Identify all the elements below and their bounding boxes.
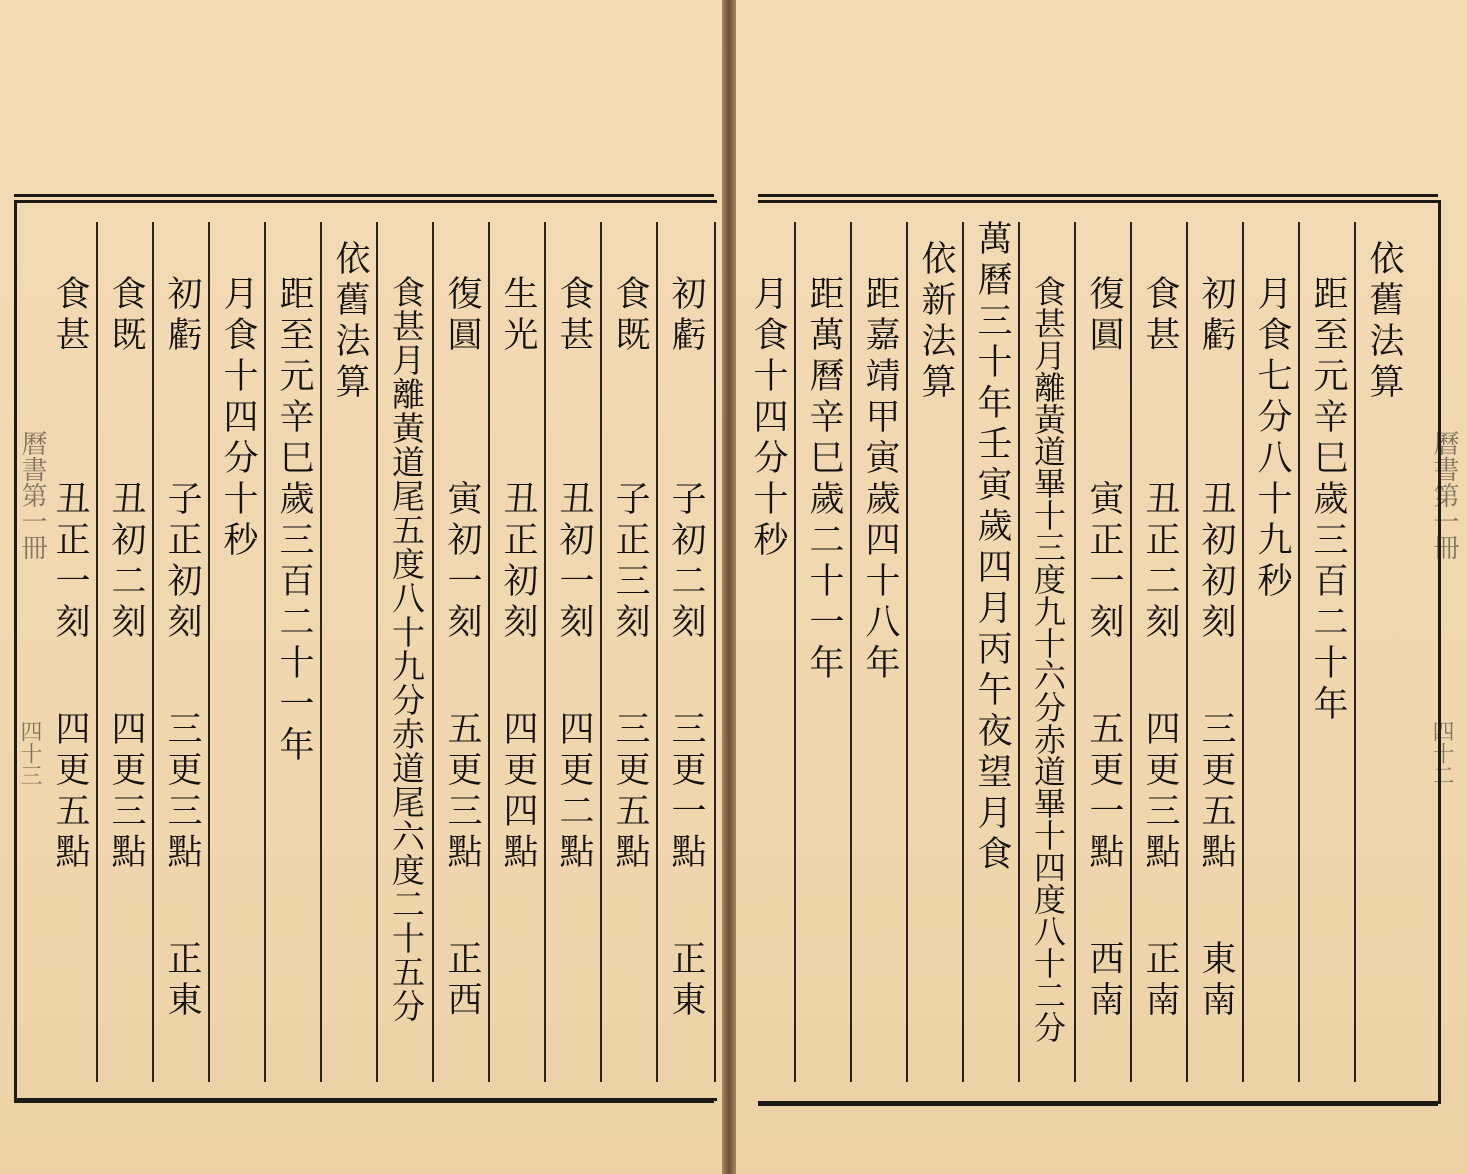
column-direction-text: 正西 — [442, 940, 482, 1022]
right-column-6 — [1076, 220, 1132, 1080]
column-top-text: 月食七分八十九秒 — [1252, 275, 1292, 603]
right-bottom-double-rule — [758, 1103, 1438, 1106]
column-top-text: 食甚月離黃道畢十三度九十六分赤道畢十四度八十二分 — [1029, 275, 1067, 1043]
column-top-text: 食甚 — [50, 275, 90, 357]
column-top-text: 萬曆三十年壬寅歲四月丙午夜望月食 — [972, 220, 1012, 876]
column-top-text: 復圓 — [1084, 275, 1124, 357]
right-page-number: 四十二 — [1429, 720, 1454, 786]
left-column-4 — [490, 220, 546, 1080]
right-column-12 — [740, 220, 796, 1080]
column-top-text: 月食十四分十秒 — [218, 275, 258, 562]
left-column-10 — [154, 220, 210, 1080]
left-column-12 — [42, 220, 98, 1080]
column-direction-text: 東南 — [1196, 940, 1236, 1022]
column-direction-text: 正東 — [666, 940, 706, 1022]
column-top-text: 初虧 — [666, 275, 706, 357]
left-column-7 — [322, 220, 378, 1080]
right-page — [736, 0, 1467, 1174]
left-page-number: 四十三 — [17, 720, 42, 786]
right-column-11 — [796, 220, 852, 1080]
column-mid-text: 子正三刻 — [610, 480, 650, 644]
column-low-text: 三更五點 — [1196, 710, 1236, 874]
left-column-1 — [658, 220, 714, 1080]
right-column-1 — [1356, 220, 1412, 1080]
column-top-text: 距至元辛巳歲三百二十年 — [1308, 275, 1348, 726]
right-column-7 — [1020, 220, 1076, 1080]
column-direction-text: 正南 — [1140, 940, 1180, 1022]
left-column-8 — [266, 220, 322, 1080]
right-top-double-rule — [758, 194, 1438, 197]
column-top-text: 距嘉靖甲寅歲四十八年 — [860, 275, 900, 685]
column-top-text: 食甚 — [1140, 275, 1180, 357]
column-top-text: 復圓 — [442, 275, 482, 357]
left-column-3 — [546, 220, 602, 1080]
right-margin-mark: 曆書第一冊 — [1429, 430, 1459, 560]
book-gutter — [722, 0, 736, 1174]
right-column-4 — [1188, 220, 1244, 1080]
right-column-9 — [908, 220, 964, 1080]
column-top-text: 月食十四分十秒 — [748, 275, 788, 562]
left-column-6 — [378, 220, 434, 1080]
column-low-text: 三更一點 — [666, 710, 706, 874]
column-mid-text: 丑正一刻 — [50, 480, 90, 644]
column-top-text: 食甚 — [554, 275, 594, 357]
column-mid-text: 丑初初刻 — [1196, 480, 1236, 644]
column-low-text: 三更三點 — [162, 710, 202, 874]
column-top-text: 初虧 — [1196, 275, 1236, 357]
left-column-2 — [602, 220, 658, 1080]
left-top-double-rule — [14, 194, 714, 197]
column-mid-text: 寅正一刻 — [1084, 480, 1124, 644]
right-column-3 — [1244, 220, 1300, 1080]
left-column-9 — [210, 220, 266, 1080]
right-column-5 — [1132, 220, 1188, 1080]
column-mid-text: 丑正二刻 — [1140, 480, 1180, 644]
left-margin-mark: 曆書第一冊 — [17, 430, 47, 560]
column-top-text: 食既 — [106, 275, 146, 357]
left-bottom-double-rule — [14, 1100, 714, 1103]
left-column-11 — [98, 220, 154, 1080]
column-top-text: 依新法算 — [916, 240, 956, 404]
column-low-text: 四更三點 — [1140, 710, 1180, 874]
column-low-text: 三更五點 — [610, 710, 650, 874]
column-low-text: 五更一點 — [1084, 710, 1124, 874]
column-top-text: 依舊法算 — [330, 240, 370, 404]
right-column-8 — [964, 220, 1020, 1080]
column-mid-text: 丑正初刻 — [498, 480, 538, 644]
column-top-text: 食既 — [610, 275, 650, 357]
column-mid-text: 丑初一刻 — [554, 480, 594, 644]
column-mid-text: 子正初刻 — [162, 480, 202, 644]
column-low-text: 四更三點 — [106, 710, 146, 874]
column-mid-text: 丑初二刻 — [106, 480, 146, 644]
column-mid-text: 子初二刻 — [666, 480, 706, 644]
column-top-text: 依舊法算 — [1364, 240, 1404, 404]
column-low-text: 五更三點 — [442, 710, 482, 874]
column-direction-text: 正東 — [162, 940, 202, 1022]
right-column-2 — [1300, 220, 1356, 1080]
column-mid-text: 寅初一刻 — [442, 480, 482, 644]
column-low-text: 四更四點 — [498, 710, 538, 874]
left-column-5 — [434, 220, 490, 1080]
right-column-10 — [852, 220, 908, 1080]
column-top-text: 距至元辛巳歲三百二十一年 — [274, 275, 314, 767]
column-top-text: 距萬曆辛巳歲二十一年 — [804, 275, 844, 685]
left-page — [0, 0, 722, 1174]
column-low-text: 四更五點 — [50, 710, 90, 874]
column-top-text: 食甚月離黃道尾五度八十九分赤道尾六度二十五分 — [387, 275, 426, 1023]
column-direction-text: 西南 — [1084, 940, 1124, 1022]
column-low-text: 四更二點 — [554, 710, 594, 874]
column-top-text: 生光 — [498, 275, 538, 357]
column-top-text: 初虧 — [162, 275, 202, 357]
